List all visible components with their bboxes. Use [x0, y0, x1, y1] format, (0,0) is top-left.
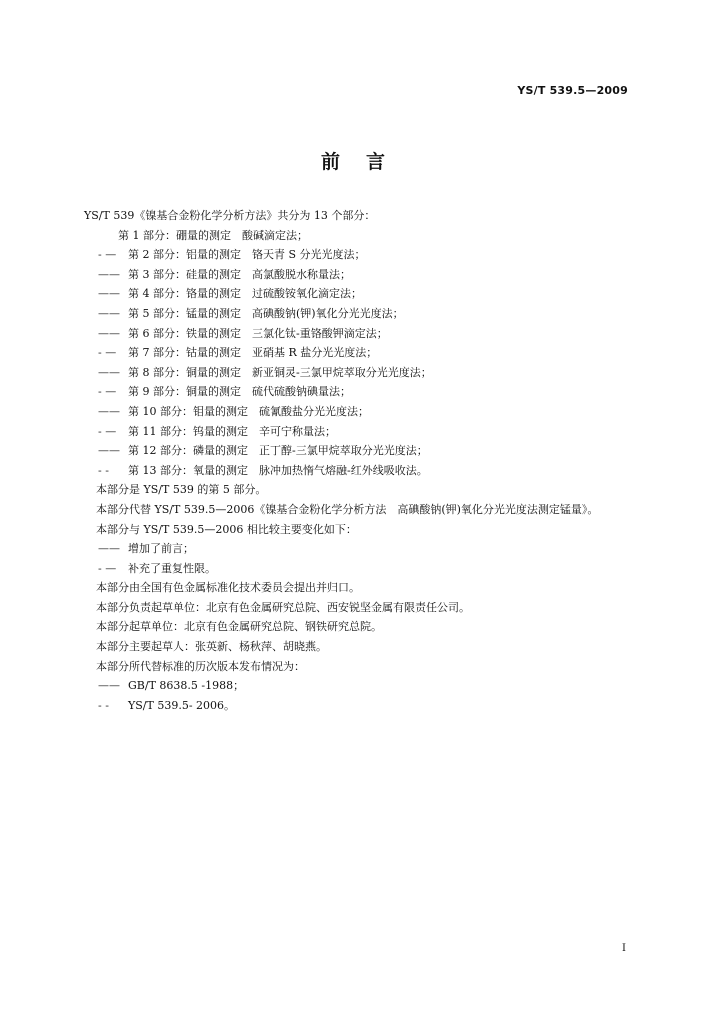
list-item	[98, 382, 638, 402]
list-dash: - —	[98, 346, 117, 360]
intro-paragraph: YS/T 539《镍基合金粉化学分析方法》共分为 13 个部分：	[84, 209, 376, 222]
list-item-text: 第 13 部分：氧量的测定 脉冲加热惰气熔融-红外线吸收法。	[128, 463, 428, 477]
list-item-text: 第 11 部分：钨量的测定 辛可宁称量法；	[128, 424, 336, 438]
list-item	[98, 539, 638, 559]
list-item	[98, 284, 638, 304]
list-dash: ——	[98, 306, 120, 320]
list-dash: ——	[98, 287, 120, 301]
list-item-text: 第 12 部分：磷量的测定 正丁醇-三氯甲烷萃取分光光度法；	[128, 444, 428, 458]
list-item-text: 第 10 部分：钼量的测定 硫氰酸盐分光光度法；	[128, 404, 369, 418]
list-item	[98, 402, 638, 422]
page-title: 前言	[320, 151, 411, 173]
list-item-text: 第 6 部分：铁量的测定 三氯化钛-重铬酸钾滴定法；	[128, 326, 388, 340]
list-item	[98, 363, 638, 383]
list-dash: - -	[98, 698, 109, 712]
list-dash: ——	[98, 542, 120, 556]
drafting-units: 本部分起草单位：北京有色金属研究总院、钢铁研究总院。	[96, 620, 382, 634]
changes-list	[98, 539, 638, 578]
list-item	[98, 461, 638, 481]
list-item	[98, 265, 638, 285]
history-list	[98, 676, 638, 715]
list-item	[98, 422, 638, 442]
list-dash: ——	[98, 365, 120, 379]
list-item	[98, 441, 638, 461]
history-intro: 本部分所代替标准的历次版本发布情况为：	[96, 659, 305, 673]
list-dash: - —	[98, 248, 117, 262]
replaces-paragraph: 本部分代替 YS/T 539.5—2006《镍基合金粉化学分析方法 高碘酸钠(钾)氧化分光光度法测定锰量》。	[96, 502, 599, 516]
list-item-text: 第 3 部分：硅量的测定 高氯酸脱水称量法；	[128, 267, 351, 281]
list-item-text: 补充了重复性限。	[128, 561, 216, 575]
list-dash: - —	[98, 561, 117, 575]
changes-intro: 本部分与 YS/T 539.5—2006 相比较主要变化如下：	[96, 522, 357, 536]
proposed-by: 本部分由全国有色金属标准化技术委员会提出并归口。	[96, 581, 360, 595]
foreword-body	[84, 206, 638, 715]
list-item-text: 第 5 部分：锰量的测定 高碘酸钠(钾)氧化分光光度法；	[128, 306, 404, 320]
list-item	[98, 324, 638, 344]
page-number: I	[622, 943, 626, 954]
standard-code: YS/T 539.5—2009	[517, 84, 628, 97]
responsible-units: 本部分负责起草单位：北京有色金属研究总院、西安锐坚金属有限责任公司。	[96, 600, 470, 614]
drafters: 本部分主要起草人：张英新、杨秋萍、胡晓燕。	[96, 640, 327, 654]
list-item	[98, 226, 638, 246]
list-dash: ——	[98, 267, 120, 281]
list-item	[98, 696, 638, 716]
list-item-text: 第 1 部分：硼量的测定 酸碱滴定法；	[118, 228, 308, 242]
list-item	[98, 676, 638, 696]
parts-list	[98, 226, 638, 481]
list-item-text: 增加了前言；	[128, 542, 194, 556]
list-item	[98, 559, 638, 579]
list-item-text: 第 4 部分：铬量的测定 过硫酸铵氧化滴定法；	[128, 287, 362, 301]
list-dash: ——	[98, 326, 120, 340]
list-dash: ——	[98, 404, 120, 418]
list-dash: - —	[98, 424, 117, 438]
statement-part: 本部分是 YS/T 539 的第 5 部分。	[96, 483, 267, 497]
list-item	[98, 343, 638, 363]
list-dash: ——	[98, 444, 120, 458]
list-item-text: 第 7 部分：钴量的测定 亚硝基 R 盐分光光度法；	[128, 346, 378, 360]
list-item-text: YS/T 539.5- 2006。	[128, 698, 236, 712]
list-item-text: 第 2 部分：铝量的测定 铬天青 S 分光光度法；	[128, 248, 366, 262]
list-dash: - -	[98, 463, 109, 477]
list-item-text: 第 8 部分：铜量的测定 新亚铜灵-三氯甲烷萃取分光光度法；	[128, 365, 432, 379]
list-dash: - —	[98, 385, 117, 399]
list-item-text: GB/T 8638.5 -1988；	[128, 679, 245, 693]
list-item	[98, 245, 638, 265]
list-item-text: 第 9 部分：铜量的测定 硫代硫酸钠碘量法；	[128, 385, 351, 399]
list-dash: ——	[98, 679, 120, 693]
list-item	[98, 304, 638, 324]
